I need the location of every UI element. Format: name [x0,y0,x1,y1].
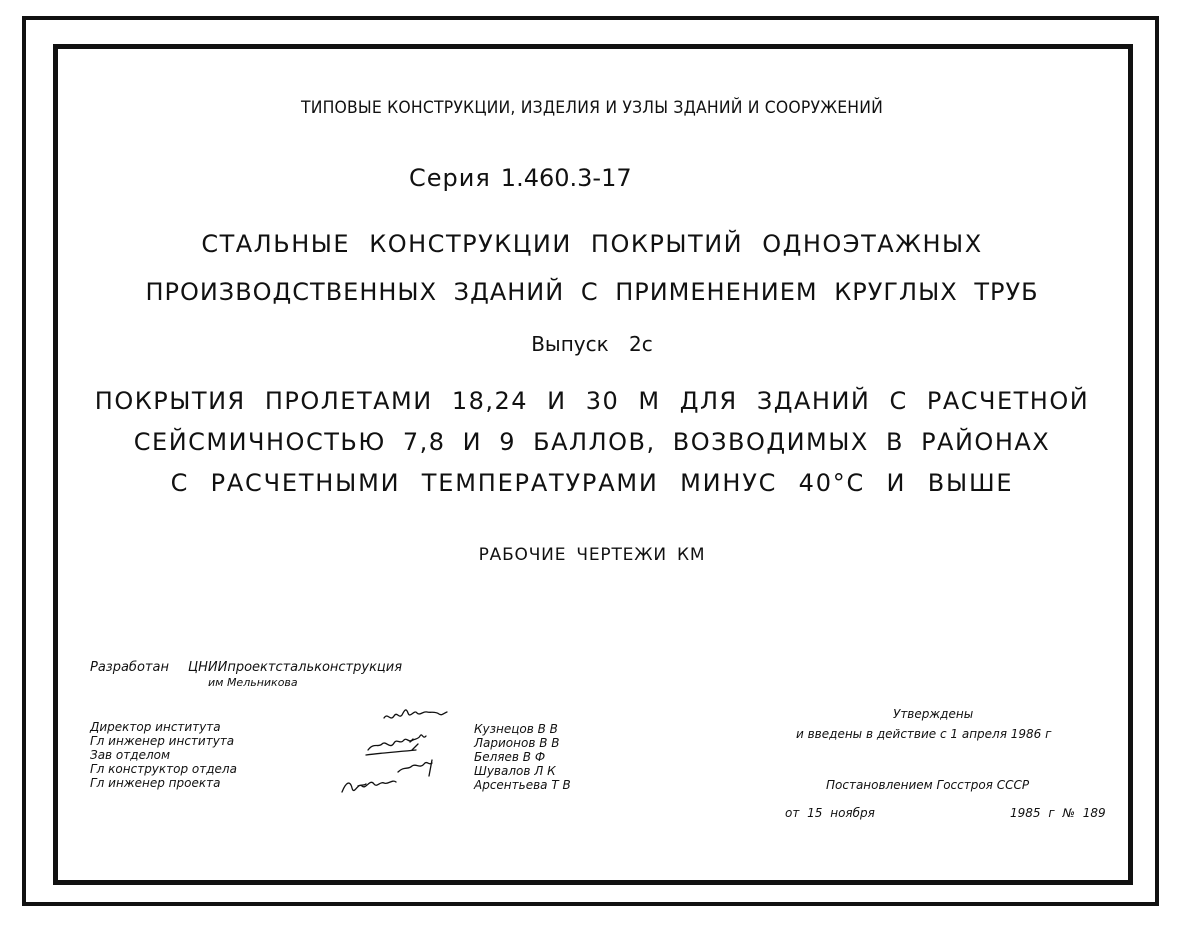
developer-organization: ЦНИИпроектстальконструкция [188,660,403,675]
drawings-type: РАБОЧИЕ ЧЕРТЕЖИ КМ [478,545,706,565]
staff-positions [90,720,237,790]
description-line: СЕЙСМИЧНОСТЬЮ 7,8 И 9 БАЛЛОВ, ВОЗВОДИМЫХ В РАЙОНАХ [133,428,1051,456]
signature-department-head [410,735,426,750]
staff-position: Гл конструктор отдела [90,762,237,776]
issue-number: Выпуск 2с [531,332,653,356]
developer-named-after: им Мельникова [208,676,298,689]
approval-approved: Утверждены [893,707,974,721]
approval-date: от 15 ноября [785,806,875,820]
staff-position: Гл инженер института [90,734,235,748]
staff-name: Кузнецов В В [474,722,558,736]
developer-label: Разработан [90,660,169,675]
staff-position: Директор института [90,720,221,734]
description-line: С РАСЧЕТНЫМИ ТЕМПЕРАТУРАМИ МИНУС 40°С И ВЫШЕ [170,469,1014,497]
staff-position: Зав отделом [90,748,171,762]
signature-chief-engineer [366,739,416,755]
description-line: ПОКРЫТИЯ ПРОЛЕТАМИ 18,24 И 30 М ДЛЯ ЗДАНИЙ С РАСЧЕТНОЙ [94,387,1090,415]
staff-names [474,722,571,792]
approval-enacted: и введены в действие с 1 апреля 1986 г [796,727,1052,741]
approval-year-number: 1985 г № 189 [1010,806,1106,820]
series-number: 1.460.3-17 [500,164,632,192]
title-line: СТАЛЬНЫЕ КОНСТРУКЦИИ ПОКРЫТИЙ ОДНОЭТАЖНЫХ [201,230,983,258]
staff-name: Беляев В Ф [474,750,546,764]
staff-position: Гл инженер проекта [90,776,221,790]
title-line: ПРОИЗВОДСТВЕННЫХ ЗДАНИЙ С ПРИМЕНЕНИЕМ КРУГЛЫХ ТРУБ [145,278,1039,306]
catalog-header: ТИПОВЫЕ КОНСТРУКЦИИ, ИЗДЕЛИЯ И УЗЛЫ ЗДАНИЙ И СООРУЖЕНИЙ [300,98,884,118]
handwritten-signatures [338,700,468,800]
series-designation [409,164,632,192]
signature-director [384,710,447,718]
staff-name: Шувалов Л К [474,764,556,778]
signature-project-engineer [342,781,396,792]
staff-name: Арсентьева Т В [474,778,571,792]
staff-name: Ларионов В В [474,736,560,750]
series-label: Серия [409,164,491,192]
signature-chief-designer [398,760,432,776]
approval-decree: Постановлением Госстроя СССР [826,778,1030,792]
